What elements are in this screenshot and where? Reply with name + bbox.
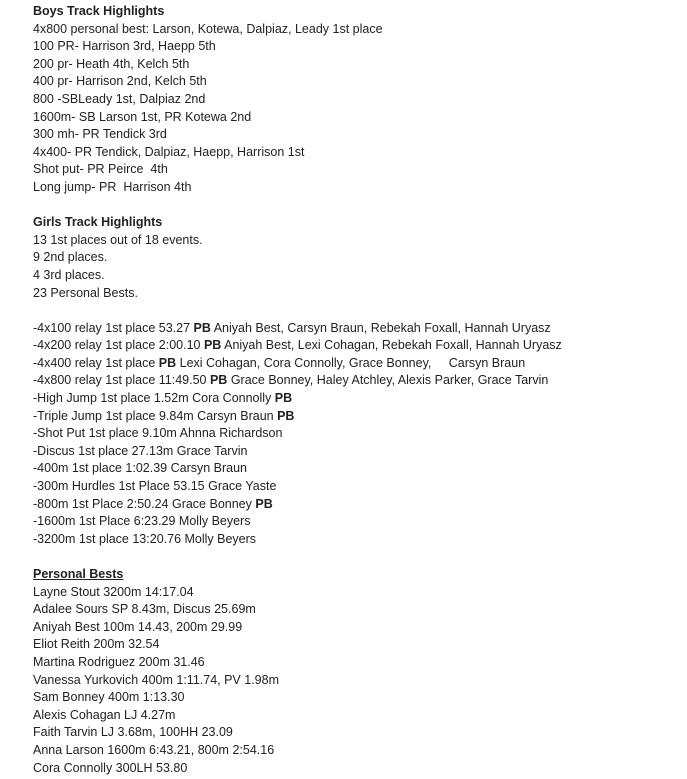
boys-highlight-line: 400 pr- Harrison 2nd, Kelch 5th [33,74,207,89]
personal-best-line: Vanessa Yurkovich 400m 1:11.74, PV 1.98m [33,672,279,687]
pb-marker: PB [158,355,177,370]
girls-event-line [33,478,673,496]
event-athletes: Grace Bonney, Haley Atchley, Alexis Parker, Grace Tarvin [227,373,549,388]
boys-highlight-line: 4x400- PR Tendick, Dalpiaz, Haepp, Harrison 1st [33,144,305,159]
girls-event-line [33,496,673,514]
event-athletes: Aniyah Best, Carsyn Braun, Rebekah Foxall, Hannah Uryasz [210,320,551,335]
personal-best-line: Eliot Reith 200m 32.54 [33,637,160,652]
event-text: -800m 1st Place 2:50.24 Grace Bonney [33,496,256,511]
girls-event-line [33,408,673,426]
event-text: -4x200 relay 1st place 2:00.10 [33,338,204,353]
girls-event-line [33,390,673,408]
pb-marker: PB [274,391,293,406]
event-athletes: Aniyah Best, Lexi Cohagan, Rebekah Foxall, Hannah Uryasz [221,338,562,353]
spacer [33,197,673,215]
event-text: -Triple Jump 1st place 9.84m Carsyn Braun [33,408,278,423]
boys-highlight-line: Long jump- PR Harrison 4th [33,179,192,194]
event-athletes: Lexi Cohagan, Cora Connolly, Grace Bonney, Carsyn Braun [176,355,526,370]
pb-marker: PB [209,373,228,388]
document-body [33,3,673,777]
boys-heading: Boys Track Highlights [33,4,165,18]
spacer [33,548,673,566]
girls-event-line [33,513,673,531]
girls-event-line [33,372,673,390]
boys-highlight-line: 800 -SBLeady 1st, Dalpiaz 2nd [33,91,206,106]
event-text: -1600m 1st Place 6:23.29 Molly Beyers [33,514,251,529]
boys-highlight-line: 200 pr- Heath 4th, Kelch 5th [33,56,190,71]
boys-highlight-line: 4x800 personal best: Larson, Kotewa, Dalpiaz, Leady 1st place [33,21,383,36]
boys-highlight-line: Shot put- PR Peirce 4th [33,162,168,177]
girls-summary-line: 13 1st places out of 18 events. [33,232,203,247]
girls-event-line [33,460,673,478]
boys-highlight-line: 1600m- SB Larson 1st, PR Kotewa 2nd [33,109,252,124]
personal-best-line: Faith Tarvin LJ 3.68m, 100HH 23.09 [33,725,233,740]
boys-highlight-line: 300 mh- PR Tendick 3rd [33,127,167,142]
girls-event-line [33,531,673,549]
personal-best-line: Cora Connolly 300LH 53.80 [33,760,188,775]
event-text: -Shot Put 1st place 9.10m Ahnna Richardson [33,426,283,441]
girls-event-line [33,425,673,443]
girls-summary-line: 23 Personal Bests. [33,285,138,300]
girls-summary [33,232,673,302]
event-text: -4x100 relay 1st place 53.27 [33,320,194,335]
event-text: -Discus 1st place 27.13m Grace Tarvin [33,443,248,458]
personal-bests-heading: Personal Bests [33,567,124,581]
event-text: -3200m 1st place 13:20.76 Molly Beyers [33,531,257,546]
girls-heading: Girls Track Highlights [33,215,163,230]
girls-event-line [33,355,673,373]
personal-bests-section [33,566,673,777]
event-text: -4x400 relay 1st place [33,355,159,370]
event-text: -400m 1st place 1:02.39 Carsyn Braun [33,461,248,476]
girls-event-line [33,337,673,355]
girls-summary-line: 4 3rd places. [33,267,105,282]
pb-marker: PB [203,338,222,353]
personal-best-line: Adalee Sours SP 8.43m, Discus 25.69m [33,602,256,617]
personal-best-line: Anna Larson 1600m 6:43.21, 800m 2:54.16 [33,742,275,757]
personal-best-line: Aniyah Best 100m 14.43, 200m 29.99 [33,619,243,634]
girls-summary-line: 9 2nd places. [33,250,108,265]
pb-marker: PB [193,320,211,335]
event-text: -High Jump 1st place 1.52m Cora Connolly [33,391,275,406]
pb-marker: PB [255,496,273,511]
boys-lines [33,21,673,197]
spacer [33,302,673,320]
personal-best-line: Sam Bonney 400m 1:13.30 [33,690,185,705]
event-text: -4x800 relay 1st place 11:49.50 [33,373,210,388]
personal-best-line: Layne Stout 3200m 14:17.04 [33,584,194,599]
girls-event-line [33,443,673,461]
event-text: -300m Hurdles 1st Place 53.15 Grace Yaste [33,479,277,494]
personal-bests-lines [33,584,673,778]
personal-best-line: Alexis Cohagan LJ 4.27m [33,707,176,722]
girls-events [33,320,673,549]
girls-section [33,214,673,548]
boys-highlight-line: 100 PR- Harrison 3rd, Haepp 5th [33,39,216,54]
girls-event-line [33,320,673,338]
personal-best-line: Martina Rodriguez 200m 31.46 [33,654,205,669]
boys-section [33,3,673,197]
pb-marker: PB [277,408,295,423]
